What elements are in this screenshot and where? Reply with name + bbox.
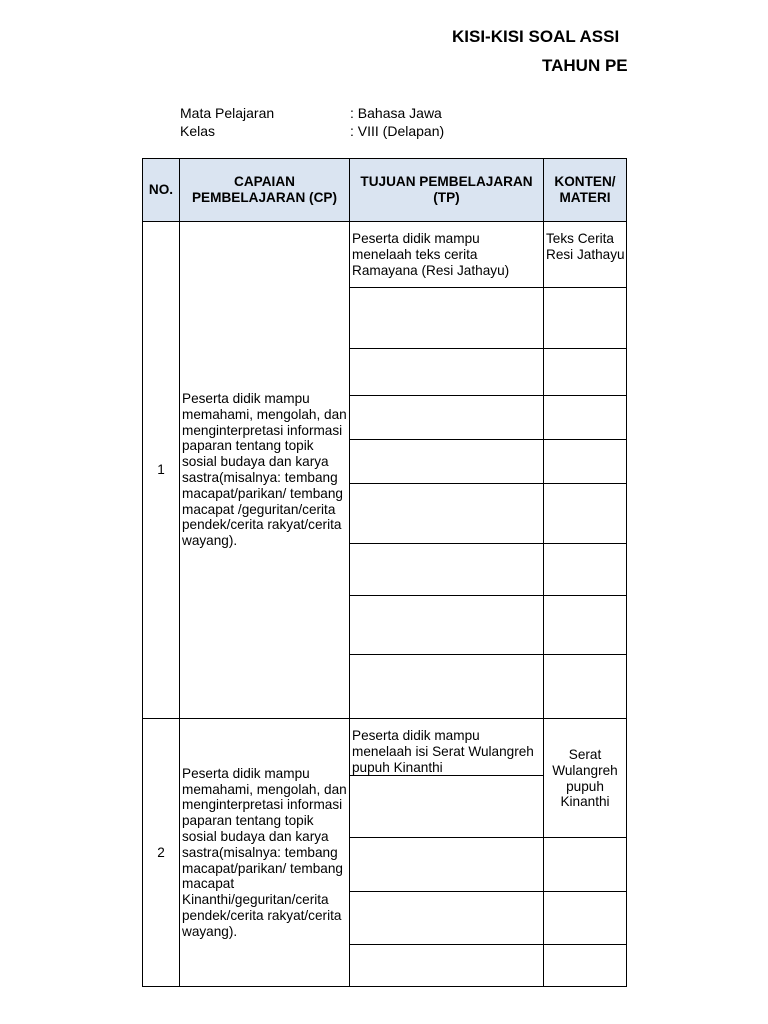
subject-value: : Bahasa Jawa (350, 105, 442, 121)
tp-cell (350, 440, 544, 484)
column-header-materi: KONTEN/ MATERI (544, 159, 627, 222)
tp-cell (350, 945, 544, 987)
materi-cell (544, 288, 627, 349)
tp-cell (350, 288, 544, 349)
materi-cell: Serat Wulangreh pupuh Kinanthi (544, 719, 627, 838)
document-title-line1: KISI-KISI SOAL ASSI (452, 27, 620, 46)
cp-cell: Peserta didik mampu memahami, mengolah, dan menginterpretasi informasi paparan tentang topik sosial budaya dan karya sastra(misalnya: tembang macapat/parikan/ tembang macapat /geguritan/cerita pendek/cerita rakyat/cerita wayang). (180, 222, 350, 719)
materi-cell (544, 484, 627, 544)
table-header-row (143, 159, 627, 222)
materi-cell (544, 596, 627, 655)
tp-cell: Peserta didik mampu menelaah isi Serat Wulangreh pupuh Kinanthi (350, 719, 544, 776)
tp-cell (350, 396, 544, 440)
table-row (143, 719, 627, 776)
tp-cell (350, 655, 544, 719)
document-title-line2: TAHUN PE (542, 56, 628, 75)
materi-cell (544, 544, 627, 596)
tp-cell (350, 484, 544, 544)
tp-cell: Peserta didik mampu menelaah teks cerita Ramayana (Resi Jathayu) (350, 222, 544, 288)
column-header-tp: TUJUAN PEMBELAJARAN (TP) (350, 159, 544, 222)
column-header-cp: CAPAIAN PEMBELAJARAN (CP) (180, 159, 350, 222)
materi-cell (544, 349, 627, 396)
table-row (143, 222, 627, 288)
materi-cell (544, 838, 627, 892)
tp-cell (350, 892, 544, 945)
materi-cell (544, 655, 627, 719)
materi-cell: Teks Cerita Resi Jathayu (544, 222, 627, 288)
kisi-kisi-table (142, 158, 627, 987)
tp-cell (350, 838, 544, 892)
row-number: 2 (143, 719, 180, 987)
tp-cell (350, 596, 544, 655)
tp-cell (350, 544, 544, 596)
materi-cell (544, 396, 627, 440)
column-header-no: NO. (143, 159, 180, 222)
row-number: 1 (143, 222, 180, 719)
tp-cell (350, 349, 544, 396)
materi-cell (544, 892, 627, 945)
cp-cell: Peserta didik mampu memahami, mengolah, dan menginterpretasi informasi paparan tentang topik sosial budaya dan karya sastra(misalnya: tembang macapat/parikan/ tembang macapat Kinanthi/geguritan/cerita pendek/cerita rakyat/cerita wayang). (180, 719, 350, 987)
class-value: : VIII (Delapan) (350, 123, 445, 139)
class-label: Kelas (180, 123, 216, 139)
tp-cell (350, 776, 544, 838)
materi-cell (544, 440, 627, 484)
subject-label: Mata Pelajaran (180, 105, 275, 121)
materi-cell (544, 945, 627, 987)
